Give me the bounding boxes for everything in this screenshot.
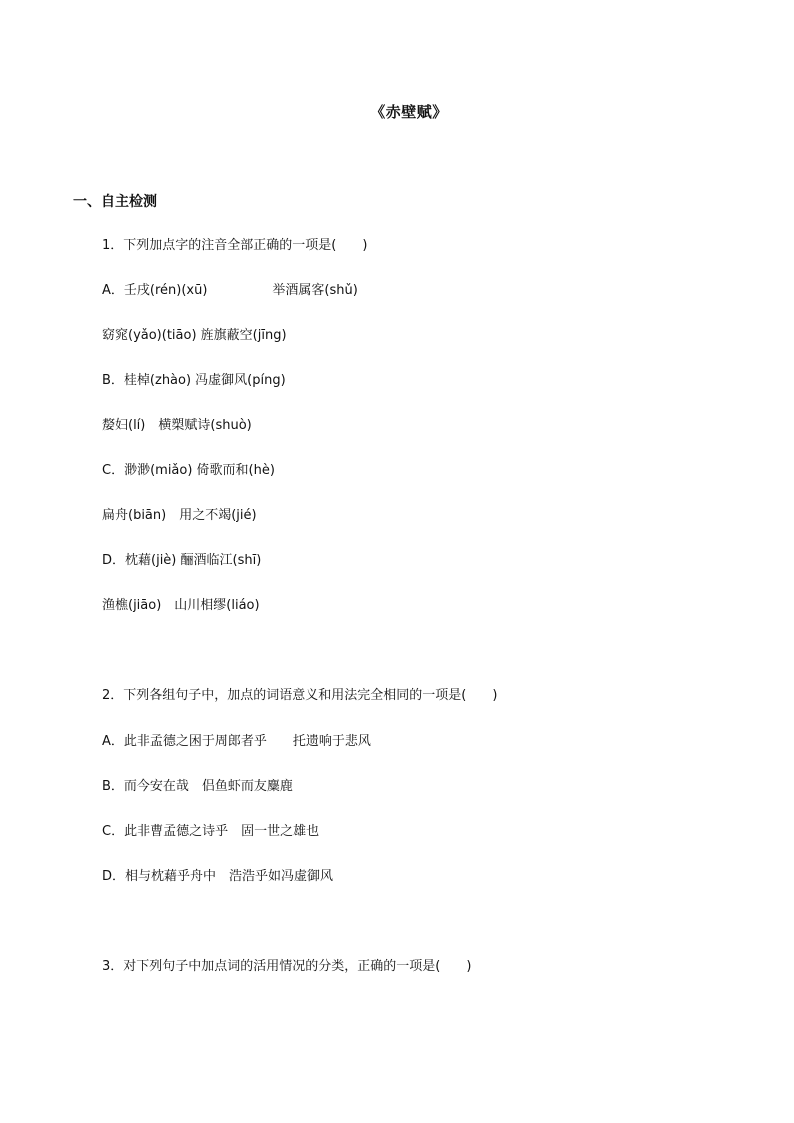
- question-2-stem: 2．下列各组句子中，加点的词语意义和用法完全相同的一项是( ): [102, 688, 498, 703]
- question-1-option-a: A．壬戌(rén)(xū) 举酒属客(shǔ): [102, 283, 358, 298]
- section-heading: 一、自主检测: [73, 194, 157, 210]
- question-2-option-a: A．此非孟德之困于周郎者乎 托遗响于悲风: [102, 734, 371, 749]
- question-3-stem: 3．对下列句子中加点词的活用情况的分类，正确的一项是( ): [102, 959, 472, 974]
- question-2-option-c: C．此非曹孟德之诗乎 固一世之雄也: [102, 824, 320, 839]
- question-2-option-d: D．相与枕藉乎舟中 浩浩乎如冯虚御风: [102, 869, 334, 884]
- question-1-stem: 1．下列加点字的注音全部正确的一项是( ): [102, 238, 368, 253]
- question-1-option-d: D．枕藉(jiè) 酾酒临江(shī): [102, 553, 262, 568]
- question-1-option-a-cont: 窈窕(yǎo)(tiāo) 旌旗蔽空(jīng): [102, 328, 287, 343]
- question-1-option-b: B．桂棹(zhào) 冯虚御风(píng): [102, 373, 286, 388]
- question-1-option-b-cont: 嫠妇(lí) 横槊赋诗(shuò): [102, 418, 252, 433]
- document-title: 《赤壁赋》: [370, 103, 448, 121]
- question-1-option-c: C．渺渺(miǎo) 倚歌而和(hè): [102, 463, 275, 478]
- question-1-option-c-cont: 扁舟(biān) 用之不竭(jié): [102, 508, 257, 523]
- question-2-option-b: B．而今安在哉 侣鱼虾而友麋鹿: [102, 779, 293, 794]
- question-1-option-d-cont: 渔樵(jiāo) 山川相缪(liáo): [102, 598, 260, 613]
